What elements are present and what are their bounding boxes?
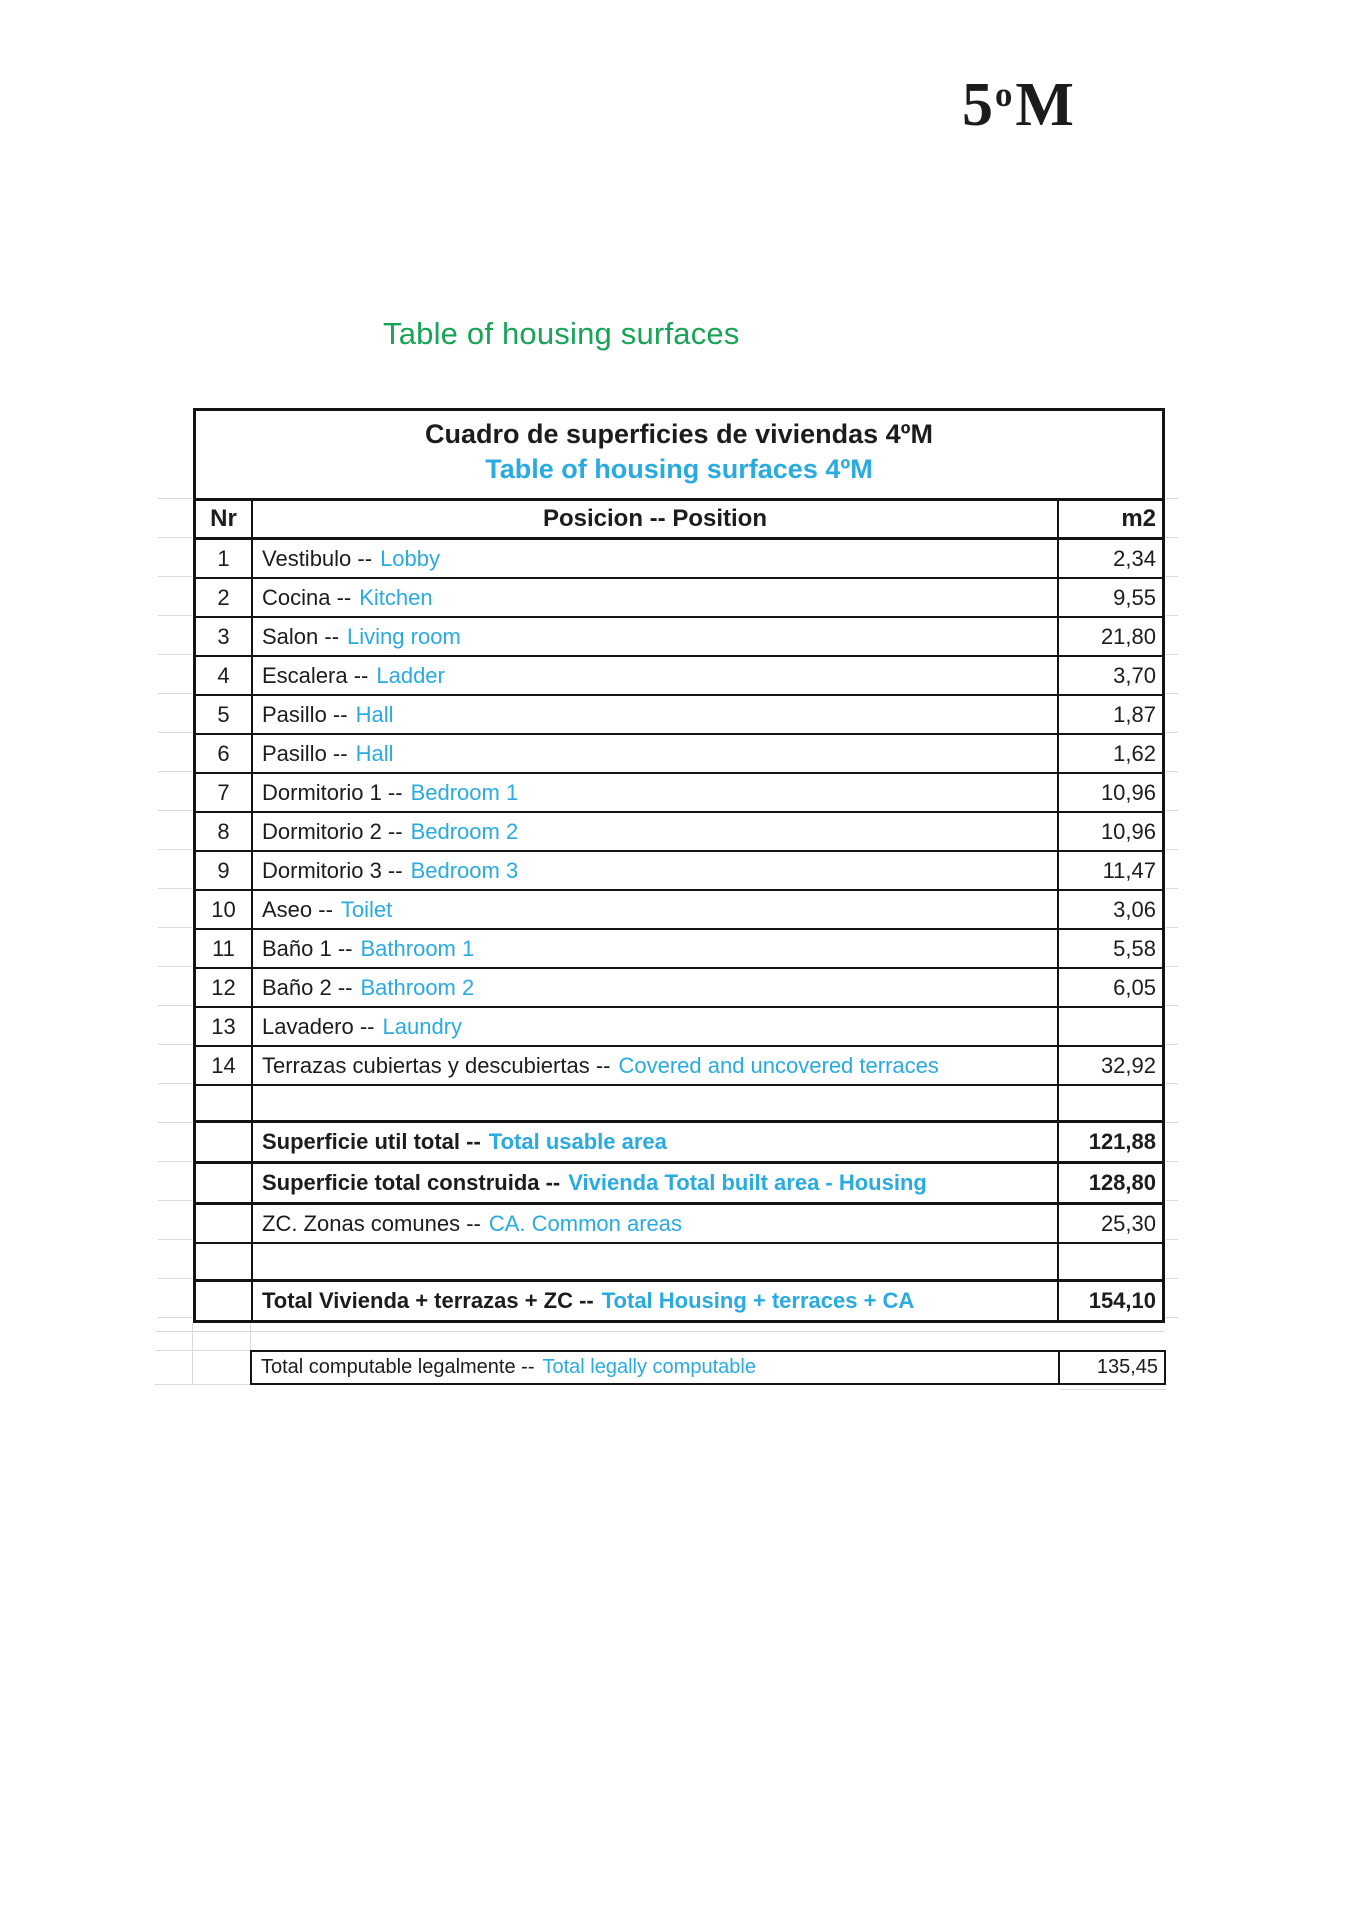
row-label-english: Bathroom 2 [360,974,475,1000]
sheet-number-label [962,70,1075,141]
row-position [253,813,1057,850]
row-position [253,930,1057,967]
grand-total-area: 154,10 [1057,1282,1162,1320]
table-row [196,891,1162,930]
sheet-number-ordinal: o [995,74,1014,114]
row-label-spanish: Vestibulo -- [262,545,373,571]
summary-row-area: 128,80 [1057,1164,1162,1202]
grand-total-nr-cell [196,1282,253,1320]
table-row [196,1047,1162,1086]
table-row [196,1008,1162,1047]
row-number: 2 [196,579,253,616]
row-position [253,969,1057,1006]
row-number: 5 [196,696,253,733]
faint-gridline [1060,1389,1166,1390]
summary-row-nr-cell [196,1205,253,1242]
row-position [253,618,1057,655]
row-area: 3,70 [1057,657,1162,694]
row-label-english: Laundry [382,1013,463,1039]
row-position [253,735,1057,772]
table-row [196,774,1162,813]
row-number: 6 [196,735,253,772]
grand-total-row [196,1282,1162,1320]
summary-row-nr-cell [196,1123,253,1161]
summary-row-label [253,1123,1057,1161]
summary-row [196,1205,1162,1244]
row-area: 10,96 [1057,813,1162,850]
legal-total-label-english: Total legally computable [542,1356,756,1378]
table-row [196,813,1162,852]
summary-rows [196,1123,1162,1244]
grand-total-label [253,1282,1057,1320]
row-label-english: Bedroom 3 [410,857,519,883]
grand-total-label-english: Total Housing + terraces + CA [601,1288,915,1313]
row-position [253,1047,1057,1084]
summary-row-label [253,1205,1057,1242]
summary-row-area: 25,30 [1057,1205,1162,1242]
table-rows [196,540,1162,1086]
row-area: 6,05 [1057,969,1162,1006]
summary-row [196,1164,1162,1205]
table-row [196,618,1162,657]
row-number: 7 [196,774,253,811]
row-label-spanish: Aseo -- [262,896,333,922]
faint-gridline [250,1323,251,1350]
row-label-spanish: Pasillo -- [262,740,348,766]
row-number: 10 [196,891,253,928]
row-number: 11 [196,930,253,967]
row-label-spanish: Baño 2 -- [262,974,353,1000]
row-position [253,1008,1057,1045]
row-position [253,696,1057,733]
row-number: 13 [196,1008,253,1045]
row-label-english: Living room [347,623,461,649]
summary-label-spanish: ZC. Zonas comunes -- [262,1210,481,1236]
table-title-spanish: Cuadro de superficies de viviendas 4ºM [424,419,934,449]
row-area: 9,55 [1057,579,1162,616]
row-area: 3,06 [1057,891,1162,928]
gridline-ticks-left [158,498,192,1318]
page-title: Table of housing surfaces [383,316,740,351]
legal-total-label [252,1352,1058,1383]
table-row [196,969,1162,1008]
row-number: 9 [196,852,253,889]
legal-total-area: 135,45 [1058,1352,1164,1383]
grand-total-label-spanish: Total Vivienda + terrazas + ZC -- [262,1288,594,1313]
row-label-spanish: Dormitorio 3 -- [262,857,403,883]
row-number: 3 [196,618,253,655]
row-position [253,579,1057,616]
row-label-english: Toilet [340,896,393,922]
sheet-number-letter: M [1015,71,1075,139]
table-row [196,540,1162,579]
row-number: 1 [196,540,253,577]
row-area: 5,58 [1057,930,1162,967]
summary-row-label [253,1164,1057,1202]
summary-label-spanish: Superficie util total -- [262,1129,481,1154]
gridline-ticks-right [1166,498,1178,1318]
row-area: 2,34 [1057,540,1162,577]
row-label-spanish: Dormitorio 1 -- [262,779,403,805]
row-position [253,657,1057,694]
row-label-spanish: Terrazas cubiertas y descubiertas -- [262,1052,611,1078]
faint-gridline [155,1384,250,1385]
row-label-spanish: Dormitorio 2 -- [262,818,403,844]
faint-gridline [155,1350,250,1351]
legal-total-label-spanish: Total computable legalmente -- [261,1356,535,1378]
table-title-block [196,411,1162,501]
row-area [1057,1008,1162,1045]
summary-label-spanish: Superficie total construida -- [262,1170,561,1195]
row-number: 8 [196,813,253,850]
row-label-spanish: Cocina -- [262,584,352,610]
row-area: 1,62 [1057,735,1162,772]
table-row [196,852,1162,891]
row-area: 32,92 [1057,1047,1162,1084]
summary-row [196,1123,1162,1164]
row-number: 14 [196,1047,253,1084]
row-number: 4 [196,657,253,694]
header-nr: Nr [196,501,253,537]
row-label-spanish: Lavadero -- [262,1013,375,1039]
row-label-english: Hall [355,740,394,766]
row-label-english: Kitchen [359,584,433,610]
row-number: 12 [196,969,253,1006]
sheet-number-base: 5 [962,71,994,139]
summary-label-english: CA. Common areas [488,1210,683,1236]
spacer-row [196,1244,1162,1282]
summary-label-english: Total usable area [488,1129,667,1154]
row-label-english: Lobby [380,545,441,571]
spacer-row [196,1086,1162,1123]
header-position: Posicion -- Position [542,505,767,532]
summary-label-english: Vivienda Total built area - Housing [568,1170,927,1195]
row-position [253,891,1057,928]
row-position [253,774,1057,811]
row-label-spanish: Baño 1 -- [262,935,353,961]
row-label-english: Bedroom 2 [410,818,519,844]
header-area: m2 [1057,501,1162,537]
row-position [253,540,1057,577]
row-position [253,852,1057,889]
table-row [196,735,1162,774]
row-label-english: Covered and uncovered terraces [618,1052,939,1078]
row-area: 11,47 [1057,852,1162,889]
row-label-english: Ladder [376,662,445,688]
faint-gridline [155,1331,1165,1332]
row-area: 10,96 [1057,774,1162,811]
row-label-spanish: Pasillo -- [262,701,348,727]
table-row [196,657,1162,696]
row-area: 21,80 [1057,618,1162,655]
row-area: 1,87 [1057,696,1162,733]
table-row [196,930,1162,969]
faint-gridline [192,1323,193,1385]
row-label-english: Bedroom 1 [410,779,519,805]
surfaces-table [193,408,1165,1323]
row-label-english: Bathroom 1 [360,935,475,961]
legal-total-row [250,1350,1166,1385]
summary-row-area: 121,88 [1057,1123,1162,1161]
summary-row-nr-cell [196,1164,253,1202]
row-label-spanish: Salon -- [262,623,340,649]
table-title-english: Table of housing surfaces 4ºM [485,454,873,484]
table-row [196,579,1162,618]
table-row [196,696,1162,735]
table-header-row [196,501,1162,540]
row-label-english: Hall [355,701,394,727]
row-label-spanish: Escalera -- [262,662,369,688]
